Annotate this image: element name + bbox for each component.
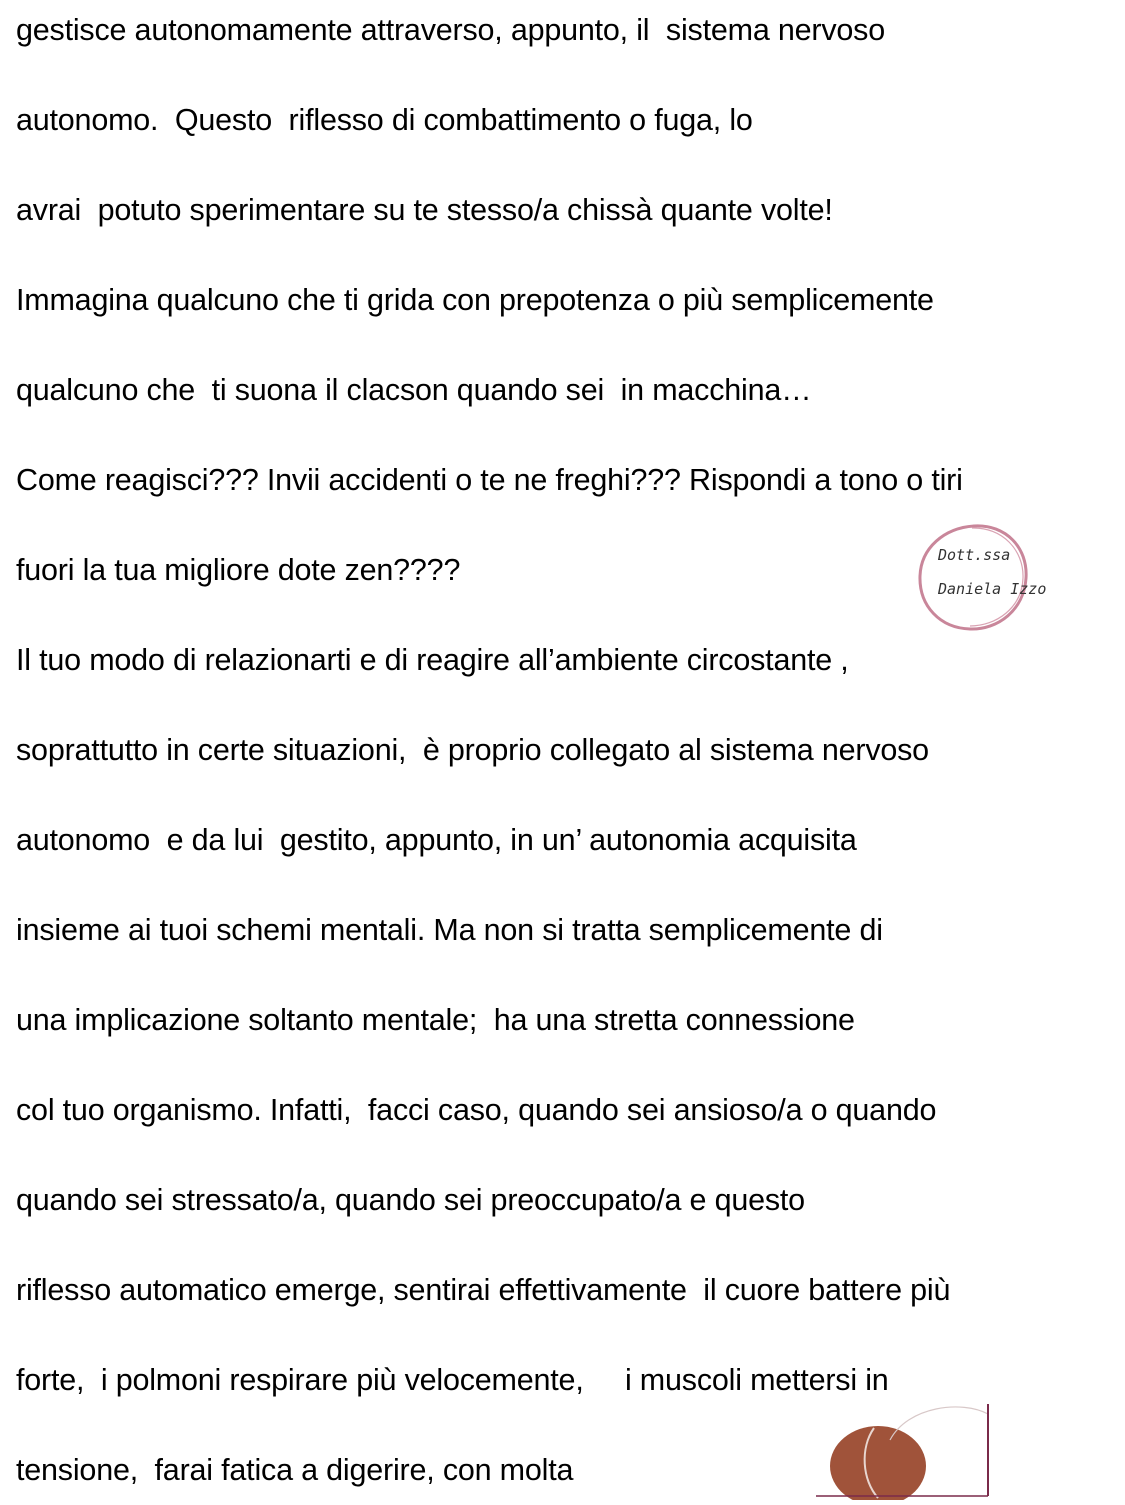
text-line: autonomo e da lui gestito, appunto, in un’ autonomia acquisita bbox=[16, 823, 857, 857]
text-line: tensione, farai fatica a digerire, con molta bbox=[16, 1453, 574, 1487]
brown-oval-logo-icon bbox=[812, 1400, 992, 1500]
text-line: forte, i polmoni respirare più velocemente, i muscoli mettersi in bbox=[16, 1363, 889, 1397]
stamp-name: Daniela Izzo bbox=[938, 580, 1047, 598]
text-line: insieme ai tuoi schemi mentali. Ma non si tratta semplicemente di bbox=[16, 913, 883, 947]
text-line: col tuo organismo. Infatti, facci caso, quando sei ansioso/a o quando bbox=[16, 1093, 937, 1127]
signature-stamp bbox=[914, 522, 1047, 634]
text-line: Come reagisci??? Invii accidenti o te ne freghi??? Rispondi a tono o tiri bbox=[16, 463, 963, 497]
text-line: quando sei stressato/a, quando sei preoccupato/a e questo bbox=[16, 1183, 805, 1217]
text-line: autonomo. Questo riflesso di combattimento o fuga, lo bbox=[16, 103, 753, 137]
text-line: riflesso automatico emerge, sentirai effettivamente il cuore battere più bbox=[16, 1273, 951, 1307]
text-line: Il tuo modo di relazionarti e di reagire all’ambiente circostante , bbox=[16, 643, 849, 677]
text-line: soprattutto in certe situazioni, è proprio collegato al sistema nervoso bbox=[16, 733, 929, 767]
stamp-circle-icon bbox=[914, 522, 1032, 634]
stamp-title: Dott.ssa bbox=[938, 546, 1011, 564]
text-line: qualcuno che ti suona il clacson quando sei in macchina… bbox=[16, 373, 812, 407]
text-line: Immagina qualcuno che ti grida con prepotenza o più semplicemente bbox=[16, 283, 934, 317]
text-line: avrai potuto sperimentare su te stesso/a chissà quante volte! bbox=[16, 193, 833, 227]
text-line: una implicazione soltanto mentale; ha una stretta connessione bbox=[16, 1003, 855, 1037]
text-line: gestisce autonomamente attraverso, appunto, il sistema nervoso bbox=[16, 13, 885, 47]
text-line: fuori la tua migliore dote zen???? bbox=[16, 553, 461, 587]
